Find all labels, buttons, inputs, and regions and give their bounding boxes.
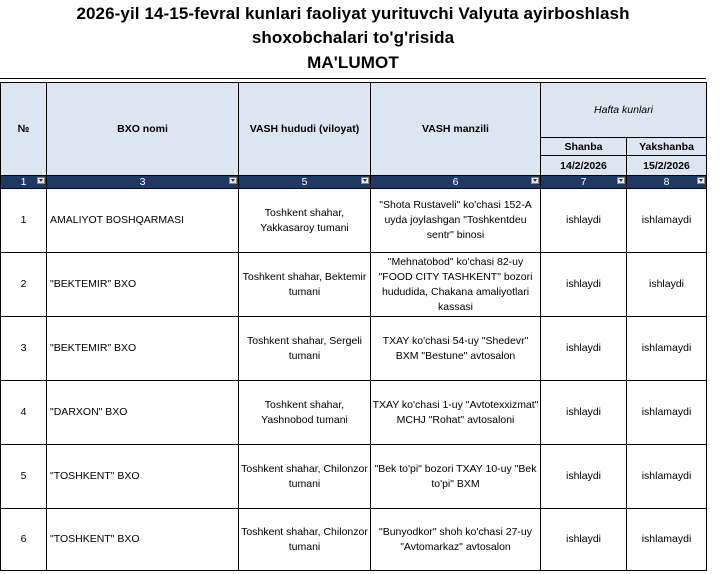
header-saturday: Shanba <box>541 138 627 156</box>
filter-dropdown-icon[interactable] <box>229 177 237 184</box>
col-index-label: 7 <box>580 176 587 188</box>
cell-saturday: ishlaydi <box>541 509 627 571</box>
title-line-2: shoxobchalari to'g'risida <box>251 28 455 47</box>
cell-region: Toshkent shahar, Yakkasaroy tumani <box>239 189 371 253</box>
cell-saturday: ishlaydi <box>541 253 627 317</box>
cell-address: "Bunyodkor" shoh ko'chasi 27-uy "Avtomarkaz" avtosalon <box>371 509 541 571</box>
cell-saturday: ishlaydi <box>541 445 627 509</box>
table-row <box>1 189 707 253</box>
cell-bxo-name: "TOSHKENT" BXO <box>47 509 239 571</box>
cell-bxo-name: "DARXON" BXO <box>47 381 239 445</box>
header-bxo-name: BXO nomi <box>47 83 239 176</box>
title-divider <box>0 78 706 79</box>
cell-region: Toshkent shahar, Bektemir tumani <box>239 253 371 317</box>
cell-address: "Shota Rustaveli" ko'chasi 152-A uyda joylashgan "Toshkentdeu sentr" binosi <box>371 189 541 253</box>
header-sunday: Yakshanba <box>627 138 707 156</box>
col-index-label: 3 <box>139 176 146 188</box>
cell-region: Toshkent shahar, Chilonzor tumani <box>239 445 371 509</box>
col-index-label: 1 <box>20 176 27 188</box>
filter-col-7[interactable] <box>541 176 627 189</box>
filter-col-1[interactable] <box>1 176 47 189</box>
cell-sunday: ishlamaydi <box>627 189 707 253</box>
header-region: VASH hududi (viloyat) <box>239 83 371 176</box>
header-saturday-date: 14/2/2026 <box>541 156 627 176</box>
cell-bxo-name: "BEKTEMIR" BXO <box>47 317 239 381</box>
table-row <box>1 509 707 571</box>
col-index-label: 6 <box>452 176 459 188</box>
cell-address: TXAY ko'chasi 1-uy "Avtotexxizmat" MCHJ "Rohat" avtosaloni <box>371 381 541 445</box>
cell-region: Toshkent shahar, Sergeli tumani <box>239 317 371 381</box>
table-row <box>1 381 707 445</box>
cell-bxo-name: "BEKTEMIR" BXO <box>47 253 239 317</box>
table-row <box>1 445 707 509</box>
cell-sunday: ishlaydi <box>627 253 707 317</box>
col-index-label: 8 <box>663 176 670 188</box>
cell-region: Toshkent shahar, Chilonzor tumani <box>239 509 371 571</box>
filter-dropdown-icon[interactable] <box>361 177 369 184</box>
filter-col-6[interactable] <box>371 176 541 189</box>
cell-no: 5 <box>1 445 47 509</box>
cell-sunday: ishlamaydi <box>627 509 707 571</box>
cell-no: 1 <box>1 189 47 253</box>
cell-no: 6 <box>1 509 47 571</box>
cell-region: Toshkent shahar, Yashnobod tumani <box>239 381 371 445</box>
cell-sunday: ishlamaydi <box>627 381 707 445</box>
cell-address: "Bek to'pi" bozori TXAY 10-uy "Bek to'pi" BXM <box>371 445 541 509</box>
cell-bxo-name: "TOSHKENT" BXO <box>47 445 239 509</box>
cell-bxo-name: AMALIYOT BOSHQARMASI <box>47 189 239 253</box>
cell-saturday: ishlaydi <box>541 317 627 381</box>
filter-col-3[interactable] <box>47 176 239 189</box>
header-week-days: Hafta kunlari <box>541 83 707 138</box>
title-line-1: 2026-yil 14-15-fevral kunlari faoliyat yurituvchi Valyuta ayirboshlash <box>76 4 630 23</box>
header-address: VASH manzili <box>371 83 541 176</box>
title-block <box>0 0 720 82</box>
cell-sunday: ishlamaydi <box>627 317 707 381</box>
cell-saturday: ishlaydi <box>541 189 627 253</box>
cell-no: 2 <box>1 253 47 317</box>
filter-col-5[interactable] <box>239 176 371 189</box>
cell-no: 3 <box>1 317 47 381</box>
header-sunday-date: 15/2/2026 <box>627 156 707 176</box>
cell-saturday: ishlaydi <box>541 381 627 445</box>
filter-dropdown-icon[interactable] <box>37 177 45 184</box>
table-row <box>1 253 707 317</box>
table-row <box>1 317 707 381</box>
col-index-label: 5 <box>301 176 308 188</box>
title-malumot: MA'LUMOT <box>307 53 399 72</box>
cell-sunday: ishlamaydi <box>627 445 707 509</box>
filter-col-8[interactable] <box>627 176 707 189</box>
header-no: № <box>1 83 47 176</box>
filter-dropdown-icon[interactable] <box>531 177 539 184</box>
cell-no: 4 <box>1 381 47 445</box>
cell-address: TXAY ko'chasi 54-uy "Shedevr" BXM "Bestune" avtosalon <box>371 317 541 381</box>
filter-dropdown-icon[interactable] <box>617 177 625 184</box>
cell-address: "Mehnatobod" ko'chasi 82-uy "FOOD CITY TASHKENT" bozori hududida, Chakana amaliyotlari kassasi <box>371 253 541 317</box>
filter-dropdown-icon[interactable] <box>697 177 705 184</box>
exchange-points-table <box>0 82 707 571</box>
